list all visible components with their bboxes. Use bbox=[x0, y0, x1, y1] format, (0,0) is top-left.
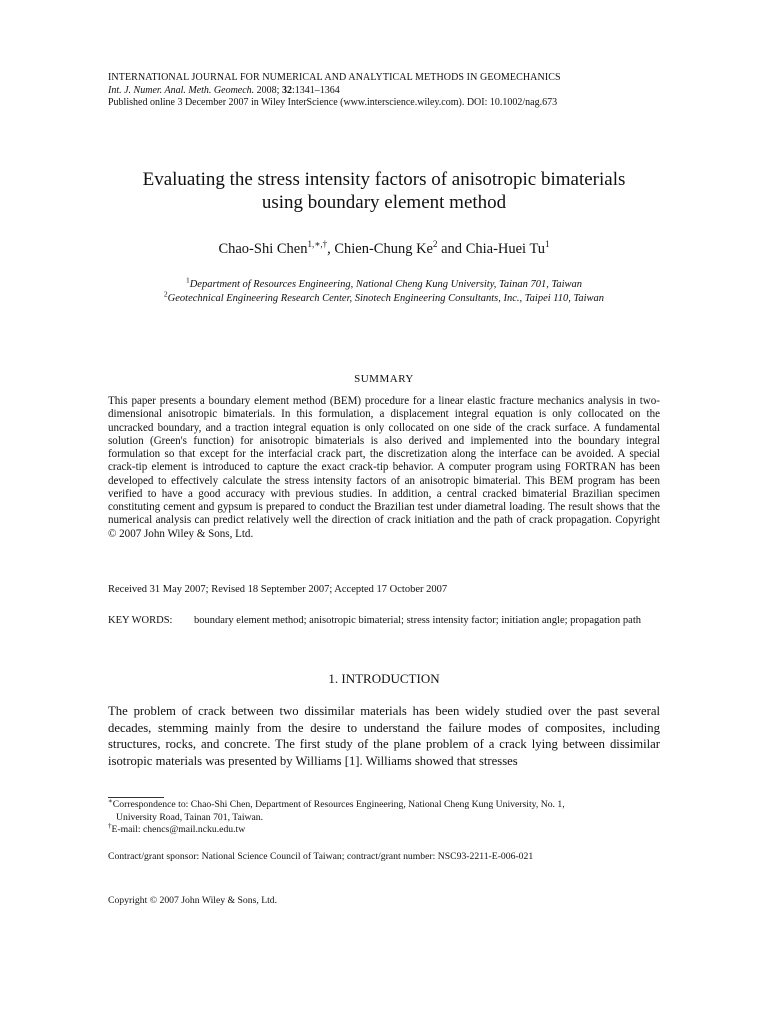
received-dates: Received 31 May 2007; Revised 18 September 2007; Accepted 17 October 2007 bbox=[108, 584, 448, 595]
author-name: Chien-Chung Ke bbox=[334, 241, 433, 257]
summary-heading: SUMMARY bbox=[354, 373, 414, 385]
keywords-label: KEY WORDS: bbox=[108, 615, 173, 626]
author-affil-marker: 2 bbox=[433, 239, 438, 250]
footnote-marker: ∗ bbox=[108, 796, 113, 805]
keywords-text: boundary element method; anisotropic bimaterial; stress intensity factor; initiation angle; propagation path bbox=[194, 615, 642, 626]
affiliations bbox=[60, 275, 708, 306]
author-separator: and bbox=[437, 241, 466, 257]
affiliation-marker: 1 bbox=[185, 275, 190, 285]
keywords bbox=[108, 614, 660, 628]
author-separator: , bbox=[327, 241, 335, 257]
affiliation-text: Department of Resources Engineering, National Cheng Kung University, Tainan 701, Taiwan bbox=[189, 279, 583, 290]
journal-name: INTERNATIONAL JOURNAL FOR NUMERICAL AND ANALYTICAL METHODS IN GEOMECHANICS bbox=[108, 72, 561, 83]
journal-header bbox=[108, 72, 668, 110]
title-line-2: using boundary element method bbox=[261, 192, 507, 213]
published-line: Published online 3 December 2007 in Wiley InterScience (www.interscience.wiley.com). DOI: 10.1002/nag.673 bbox=[108, 97, 558, 108]
citation-year: 2008; bbox=[256, 84, 280, 96]
affiliation bbox=[60, 275, 708, 292]
footnote-rule bbox=[108, 797, 164, 798]
author-affil-marker: 1 bbox=[545, 239, 550, 250]
author-name: Chao-Shi Chen bbox=[218, 241, 308, 257]
citation-volume: 32 bbox=[281, 84, 292, 96]
author-affil-marker: 1,∗,† bbox=[307, 239, 328, 250]
title-line-1: Evaluating the stress intensity factors of anisotropic bimaterials bbox=[142, 169, 626, 190]
email-text: E-mail: chencs@mail.ncku.edu.tw bbox=[111, 824, 246, 835]
author-list bbox=[60, 241, 708, 258]
citation-pages: :1341–1364 bbox=[291, 84, 340, 96]
affiliation-text: Geotechnical Engineering Research Center, Sinotech Engineering Consultants, Inc., Taipei 110, Taiwan bbox=[167, 293, 605, 304]
footnotes bbox=[108, 796, 668, 837]
correspondence-line-1: Correspondence to: Chao-Shi Chen, Department of Resources Engineering, National Cheng Kung University, No. 1, bbox=[112, 799, 565, 810]
footnote-marker: † bbox=[108, 821, 112, 830]
author-name: Chia-Huei Tu bbox=[465, 241, 546, 257]
citation-line bbox=[108, 85, 668, 98]
affiliation bbox=[60, 289, 708, 306]
correspondence-footnote bbox=[108, 796, 668, 812]
citation-journal: Int. J. Numer. Anal. Meth. Geomech. bbox=[108, 84, 255, 96]
correspondence-line-2: University Road, Tainan 701, Taiwan. bbox=[116, 811, 264, 823]
grant-info: Contract/grant sponsor: National Science Council of Taiwan; contract/grant number: NSC93-2211-E-006-021 bbox=[108, 851, 534, 862]
paper-title bbox=[60, 168, 708, 214]
summary-text: This paper presents a boundary element method (BEM) procedure for a linear elastic fracture mechanics analysis in two-dimensional anisotropic bimaterials. In this formulation, a displacement integral equation is only collocated on the uncracked boundary, and a traction integral equation is only collocated on one side of the crack surface. A fundamental solution (Green's function) for anisotropic bimaterials is also derived and implemented into the boundary integral formulation so that except for the interfacial crack part, the discretization along the interface can be avoided. A special crack-tip element is introduced to capture the exact crack-tip behavior. A computer program using FORTRAN has been developed to effectively calculate the stress intensity factors of an anisotropic bimaterial. This BEM program has been verified to have a good accuracy with previous studies. In addition, a central cracked bimaterial Brazilian specimen constituting cement and gypsum is prepared to conduct the Brazilian test under diametral loading. The result shows that the numerical analysis can predict relatively well the direction of crack initiation and the path of crack propagation. Copyright © 2007 John Wiley & Sons, Ltd. bbox=[108, 395, 660, 540]
copyright-line: Copyright © 2007 John Wiley & Sons, Ltd. bbox=[108, 895, 278, 906]
email-footnote bbox=[108, 821, 668, 837]
affiliation-marker: 2 bbox=[163, 289, 168, 299]
introduction-text: The problem of crack between two dissimilar materials has been widely studied over the past several decades, stemming mainly from the desire to understand the failure modes of composites, including structures, rocks, and concrete. The first study of the plane problem of a crack lying between dissimilar isotropic materials was presented by Williams [1]. Williams showed that stresses bbox=[108, 704, 660, 768]
section-heading-introduction: 1. INTRODUCTION bbox=[328, 671, 440, 686]
